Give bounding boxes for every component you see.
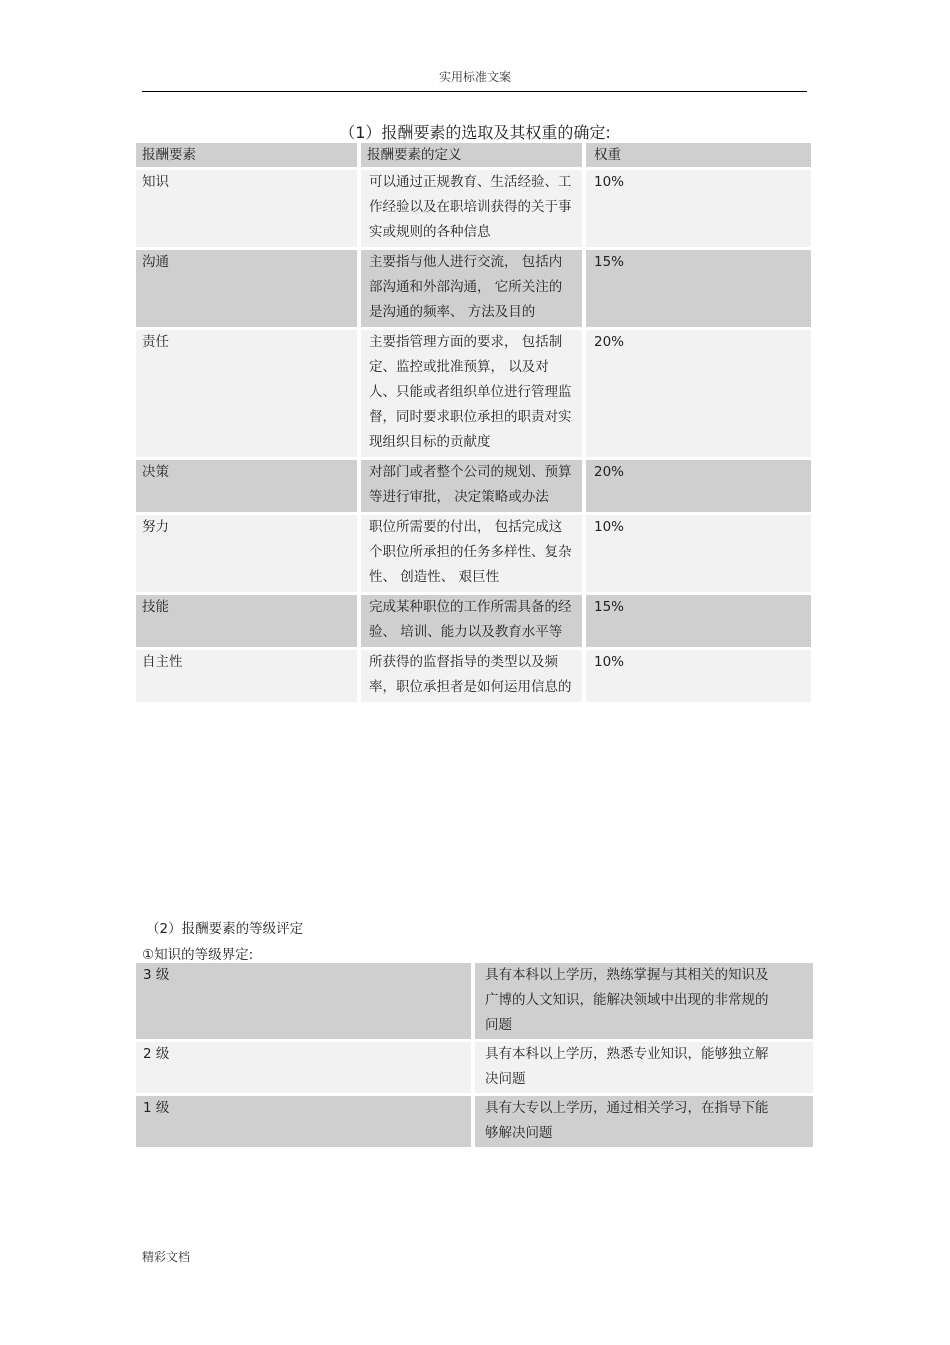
- factor-name: 技能: [136, 595, 357, 647]
- table-row: [136, 1042, 813, 1093]
- factor-definition: 可以通过正规教育、生活经验、工作经验以及在职培训获得的关于事实或规则的各种信息: [361, 170, 582, 247]
- level-description: 具有大专以上学历，通过相关学习，在指导下能够解决问题: [475, 1096, 813, 1147]
- level-description: 具有本科以上学历，熟练掌握与其相关的知识及广博的人文知识，能解决领域中出现的非常规的问题: [475, 963, 813, 1039]
- factor-name: 努力: [136, 515, 357, 592]
- column-header-definition: 报酬要素的定义: [361, 143, 582, 167]
- table-row: [136, 330, 811, 457]
- factor-weight: 10%: [586, 515, 811, 592]
- level-label: 1 级: [136, 1096, 471, 1147]
- factor-name: 决策: [136, 460, 357, 512]
- table-row: [136, 515, 811, 592]
- factor-weight: 15%: [586, 595, 811, 647]
- factor-definition: 主要指管理方面的要求， 包括制定、监控或批准预算， 以及对人、只能或者组织单位进行管理监督，同时要求职位承担的职责对实现组织目标的贡献度: [361, 330, 582, 457]
- page-footer: 精彩文档: [142, 1250, 191, 1264]
- section1-title: （1）报酬要素的选取及其权重的确定:: [339, 123, 611, 142]
- table-row: [136, 650, 811, 702]
- column-header-weight: 权重: [586, 143, 811, 167]
- factor-definition: 主要指与他人进行交流， 包括内部沟通和外部沟通， 它所关注的是沟通的频率、 方法及目的: [361, 250, 582, 327]
- column-header-factor: 报酬要素: [136, 143, 357, 167]
- level-description: 具有本科以上学历，熟悉专业知识，能够独立解决问题: [475, 1042, 813, 1093]
- factor-definition: 职位所需要的付出， 包括完成这个职位所承担的任务多样性、复杂性、 创造性、 艰巨性: [361, 515, 582, 592]
- table-row: [136, 170, 811, 247]
- table-row: [136, 1096, 813, 1147]
- table-row: [136, 460, 811, 512]
- table-row: [136, 595, 811, 647]
- factor-definition: 完成某种职位的工作所需具备的经验、 培训、能力以及教育水平等: [361, 595, 582, 647]
- knowledge-levels-table: [132, 960, 817, 1150]
- section2-title: （2）报酬要素的等级评定: [146, 921, 304, 937]
- header-divider: [142, 91, 807, 92]
- section2-subtitle: ①知识的等级界定:: [142, 947, 254, 963]
- factors-header-row: [136, 143, 811, 167]
- page-header: 实用标准文案: [438, 70, 511, 84]
- factor-definition: 对部门或者整个公司的规划、预算等进行审批， 决定策略或办法: [361, 460, 582, 512]
- factor-name: 责任: [136, 330, 357, 457]
- factor-definition: 所获得的监督指导的类型以及频率，职位承担者是如何运用信息的: [361, 650, 582, 702]
- factor-weight: 20%: [586, 330, 811, 457]
- factor-weight: 10%: [586, 650, 811, 702]
- table-row: [136, 963, 813, 1039]
- factor-weight: 20%: [586, 460, 811, 512]
- factor-name: 沟通: [136, 250, 357, 327]
- factor-weight: 15%: [586, 250, 811, 327]
- level-label: 2 级: [136, 1042, 471, 1093]
- table-row: [136, 250, 811, 327]
- factor-name: 知识: [136, 170, 357, 247]
- level-label: 3 级: [136, 963, 471, 1039]
- factor-name: 自主性: [136, 650, 357, 702]
- factor-weight: 10%: [586, 170, 811, 247]
- factors-table: [132, 140, 815, 705]
